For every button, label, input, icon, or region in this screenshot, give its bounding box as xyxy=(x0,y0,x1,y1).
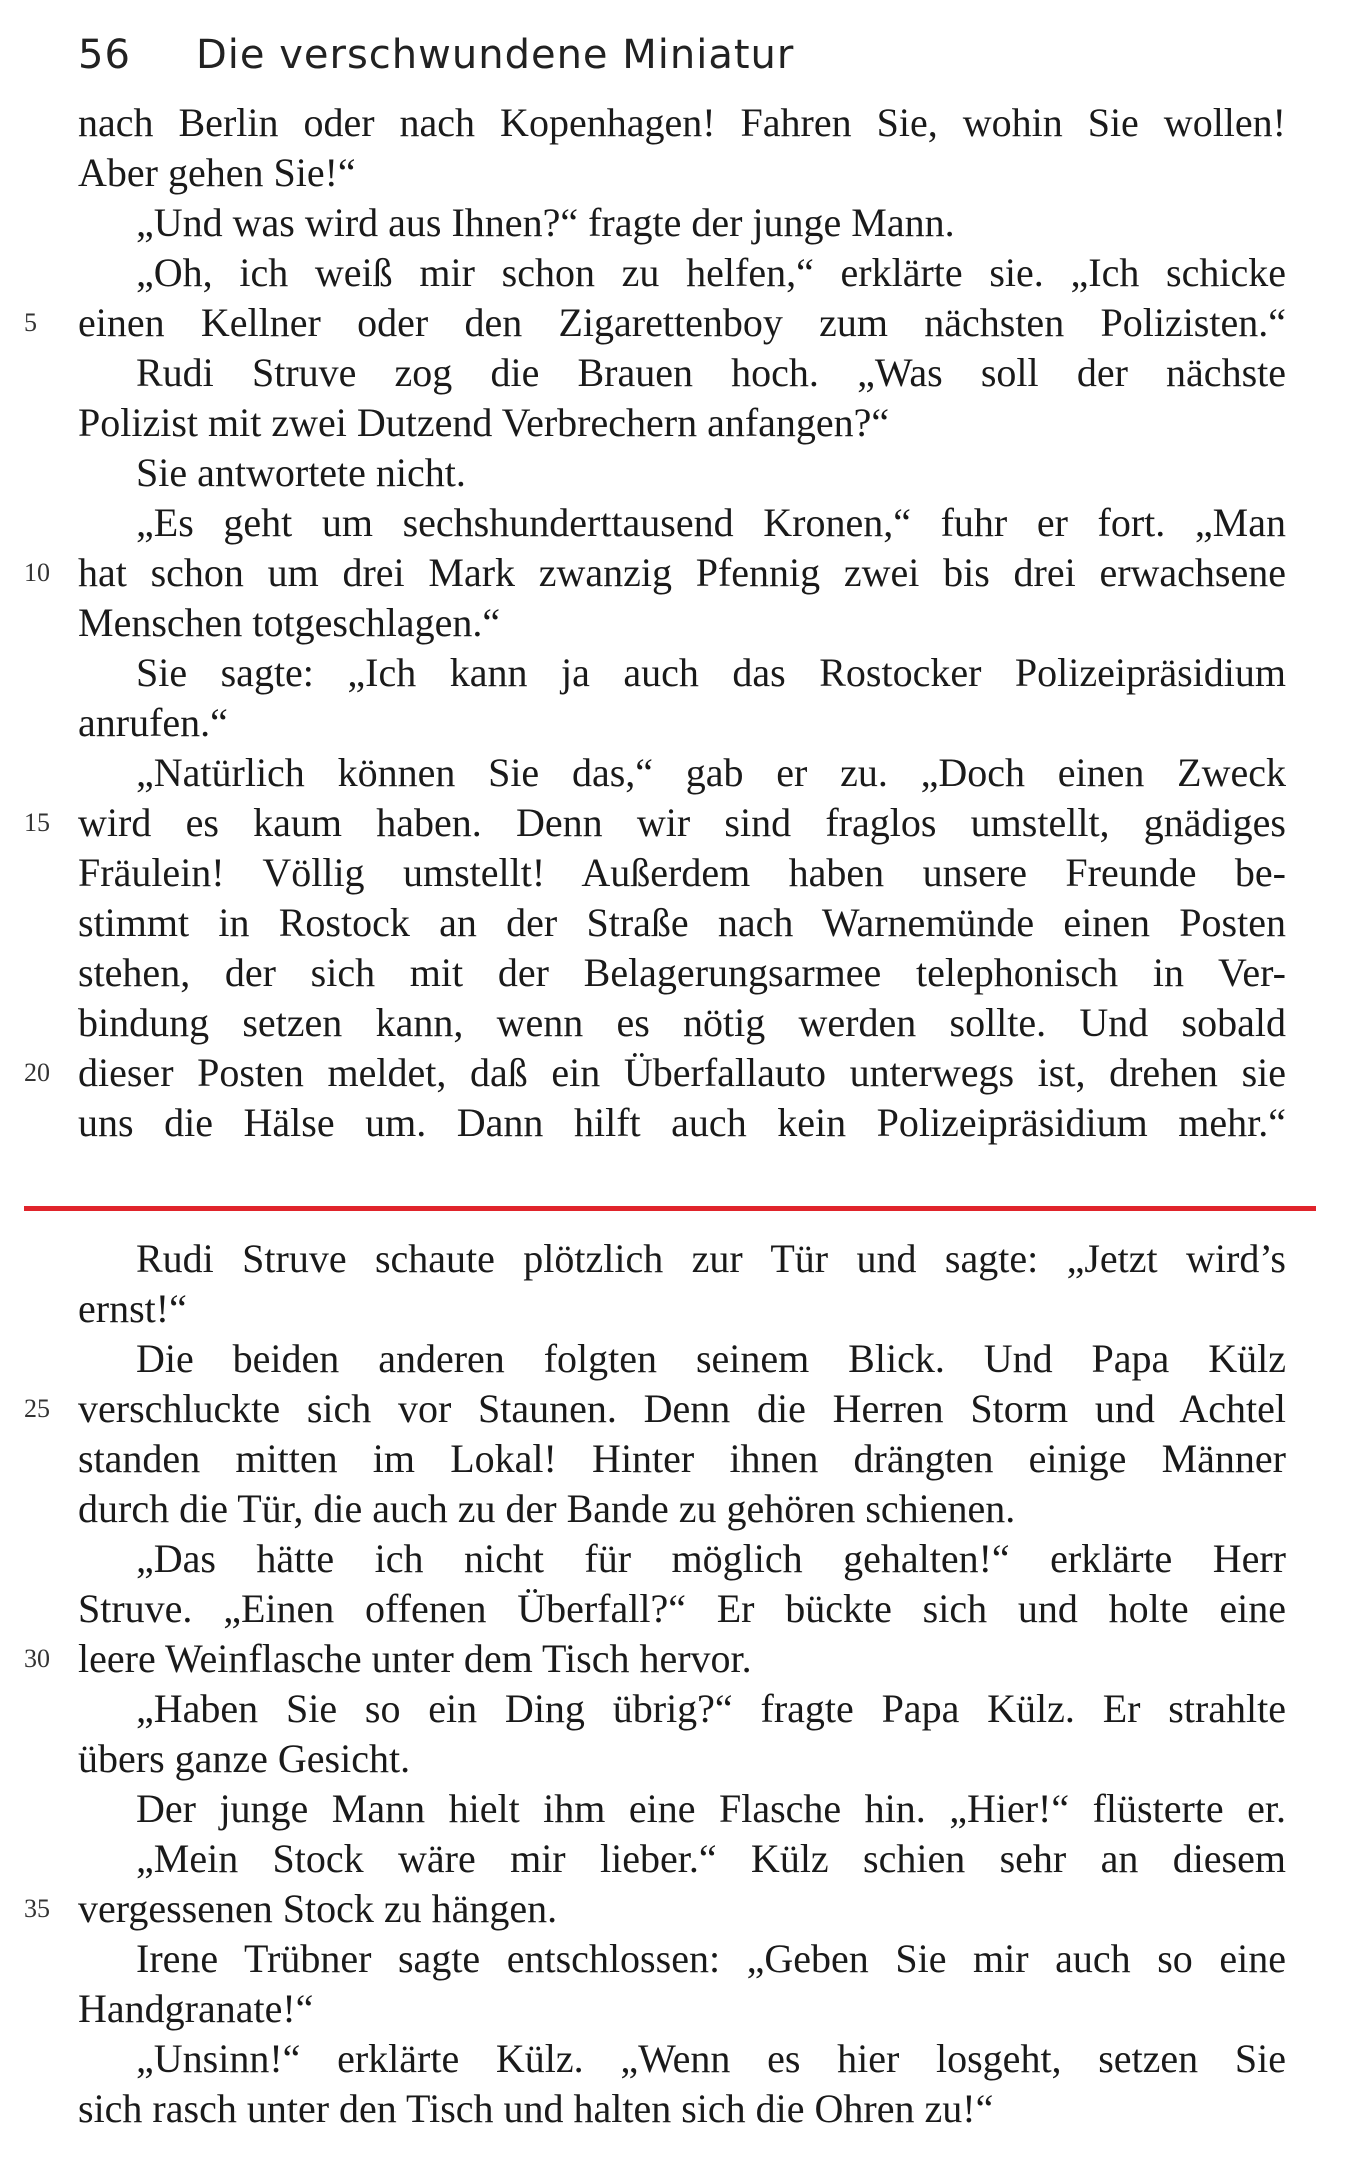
line-text: wird es kaum haben. Denn wir sind fraglos umstellt, gnädiges xyxy=(78,800,1286,845)
line-text: anrufen.“ xyxy=(78,700,228,745)
line-text: ernst!“ xyxy=(78,1286,187,1331)
line-text: Menschen totgeschlagen.“ xyxy=(78,600,501,645)
line-text: Rudi Struve schaute plötzlich zur Tür und sagte: „Jetzt wird’s xyxy=(136,1236,1286,1281)
text-line xyxy=(0,348,1357,398)
line-text: Handgranate!“ xyxy=(78,1986,314,2031)
text-line xyxy=(0,598,1357,648)
text-line xyxy=(0,698,1357,748)
text-line xyxy=(0,2084,1357,2134)
line-number: 5 xyxy=(24,308,37,337)
line-text: „Das hätte ich nicht für möglich gehalten!“ erklärte Herr xyxy=(136,1536,1286,1581)
line-text: Irene Trübner sagte entschlossen: „Geben Sie mir auch so eine xyxy=(136,1936,1286,1981)
text-line xyxy=(0,1484,1357,1534)
line-number: 35 xyxy=(24,1894,50,1923)
line-number: 30 xyxy=(24,1644,50,1673)
text-line xyxy=(0,248,1357,298)
line-text: vergessenen Stock zu hängen. xyxy=(78,1886,558,1931)
text-line xyxy=(0,798,1357,848)
text-line xyxy=(0,1684,1357,1734)
text-line xyxy=(0,548,1357,598)
text-line xyxy=(0,1048,1357,1098)
line-text: Die beiden anderen folgten seinem Blick. Und Papa Külz xyxy=(136,1336,1286,1381)
line-text: dieser Posten meldet, daß ein Überfallauto unterwegs ist, drehen sie xyxy=(78,1050,1286,1095)
text-line xyxy=(0,1934,1357,1984)
page-number: 56 xyxy=(78,32,131,78)
line-text: bindung setzen kann, wenn es nötig werden sollte. Und sobald xyxy=(78,1000,1286,1045)
line-text: standen mitten im Lokal! Hinter ihnen drängten einige Männer xyxy=(78,1436,1286,1481)
text-line xyxy=(0,1534,1357,1584)
line-text: „Es geht um sechshunderttausend Kronen,“ fuhr er fort. „Man xyxy=(136,500,1286,545)
text-line xyxy=(0,1584,1357,1634)
text-line xyxy=(0,398,1357,448)
line-text: Polizist mit zwei Dutzend Verbrechern anfangen?“ xyxy=(78,400,890,445)
line-text: Rudi Struve zog die Brauen hoch. „Was soll der nächste xyxy=(136,350,1286,395)
line-text: Aber gehen Sie!“ xyxy=(78,150,356,195)
text-line xyxy=(0,1834,1357,1884)
text-line xyxy=(0,1334,1357,1384)
line-text: „Und was wird aus Ihnen?“ fragte der junge Mann. xyxy=(136,200,955,245)
line-text: „Oh, ich weiß mir schon zu helfen,“ erklärte sie. „Ich schicke xyxy=(136,250,1286,295)
line-text: Fräulein! Völlig umstellt! Außerdem haben unsere Freunde be- xyxy=(78,850,1286,895)
text-line xyxy=(0,148,1357,198)
line-text: stimmt in Rostock an der Straße nach Warnemünde einen Posten xyxy=(78,900,1286,945)
text-section-lower xyxy=(0,1234,1357,2134)
line-text: „Unsinn!“ erklärte Külz. „Wenn es hier losgeht, setzen Sie xyxy=(136,2036,1286,2081)
line-text: hat schon um drei Mark zwanzig Pfennig zwei bis drei erwachsene xyxy=(78,550,1286,595)
text-line xyxy=(0,1234,1357,1284)
text-line xyxy=(0,998,1357,1048)
text-line xyxy=(0,648,1357,698)
line-text: verschluckte sich vor Staunen. Denn die Herren Storm und Achtel xyxy=(78,1386,1286,1431)
line-text: einen Kellner oder den Zigarettenboy zum nächsten Polizisten.“ xyxy=(78,300,1286,345)
line-text: Der junge Mann hielt ihm eine Flasche hin. „Hier!“ flüsterte er. xyxy=(136,1786,1286,1831)
line-text: nach Berlin oder nach Kopenhagen! Fahren Sie, wohin Sie wollen! xyxy=(78,100,1286,145)
text-line xyxy=(0,498,1357,548)
text-line xyxy=(0,848,1357,898)
text-line xyxy=(0,748,1357,798)
running-header xyxy=(78,32,794,78)
line-text: Sie antwortete nicht. xyxy=(136,450,466,495)
text-line xyxy=(0,1884,1357,1934)
line-text: „Mein Stock wäre mir lieber.“ Külz schien sehr an diesem xyxy=(136,1836,1286,1881)
line-number: 20 xyxy=(24,1058,50,1087)
line-text: Struve. „Einen offenen Überfall?“ Er bückte sich und holte eine xyxy=(78,1586,1286,1631)
text-line xyxy=(0,1984,1357,2034)
line-text: „Haben Sie so ein Ding übrig?“ fragte Papa Külz. Er strahlte xyxy=(136,1686,1286,1731)
text-line xyxy=(0,1434,1357,1484)
text-line xyxy=(0,1098,1357,1148)
text-line xyxy=(0,1734,1357,1784)
text-line xyxy=(0,1784,1357,1834)
line-number: 25 xyxy=(24,1394,50,1423)
line-text: uns die Hälse um. Dann hilft auch kein Polizeipräsidium mehr.“ xyxy=(78,1100,1286,1145)
text-line xyxy=(0,198,1357,248)
text-line xyxy=(0,2034,1357,2084)
text-line xyxy=(0,1384,1357,1434)
line-number: 10 xyxy=(24,558,50,587)
line-text: Sie sagte: „Ich kann ja auch das Rostocker Polizeipräsidium xyxy=(136,650,1286,695)
line-number: 15 xyxy=(24,808,50,837)
line-text: „Natürlich können Sie das,“ gab er zu. „Doch einen Zweck xyxy=(136,750,1286,795)
line-text: übers ganze Gesicht. xyxy=(78,1736,411,1781)
line-text: sich rasch unter den Tisch und halten sich die Ohren zu!“ xyxy=(78,2086,994,2131)
running-title: Die verschwundene Miniatur xyxy=(196,32,795,78)
text-line xyxy=(0,448,1357,498)
text-line xyxy=(0,948,1357,998)
text-line xyxy=(0,1634,1357,1684)
line-text: leere Weinflasche unter dem Tisch hervor. xyxy=(78,1636,752,1681)
line-text: stehen, der sich mit der Belagerungsarmee telephonisch in Ver- xyxy=(78,950,1286,995)
text-line xyxy=(0,298,1357,348)
text-line xyxy=(0,898,1357,948)
line-text: durch die Tür, die auch zu der Bande zu gehören schienen. xyxy=(78,1486,1016,1531)
text-line xyxy=(0,98,1357,148)
text-line xyxy=(0,1284,1357,1334)
text-section-upper xyxy=(0,98,1357,1148)
red-divider-line xyxy=(24,1206,1316,1211)
